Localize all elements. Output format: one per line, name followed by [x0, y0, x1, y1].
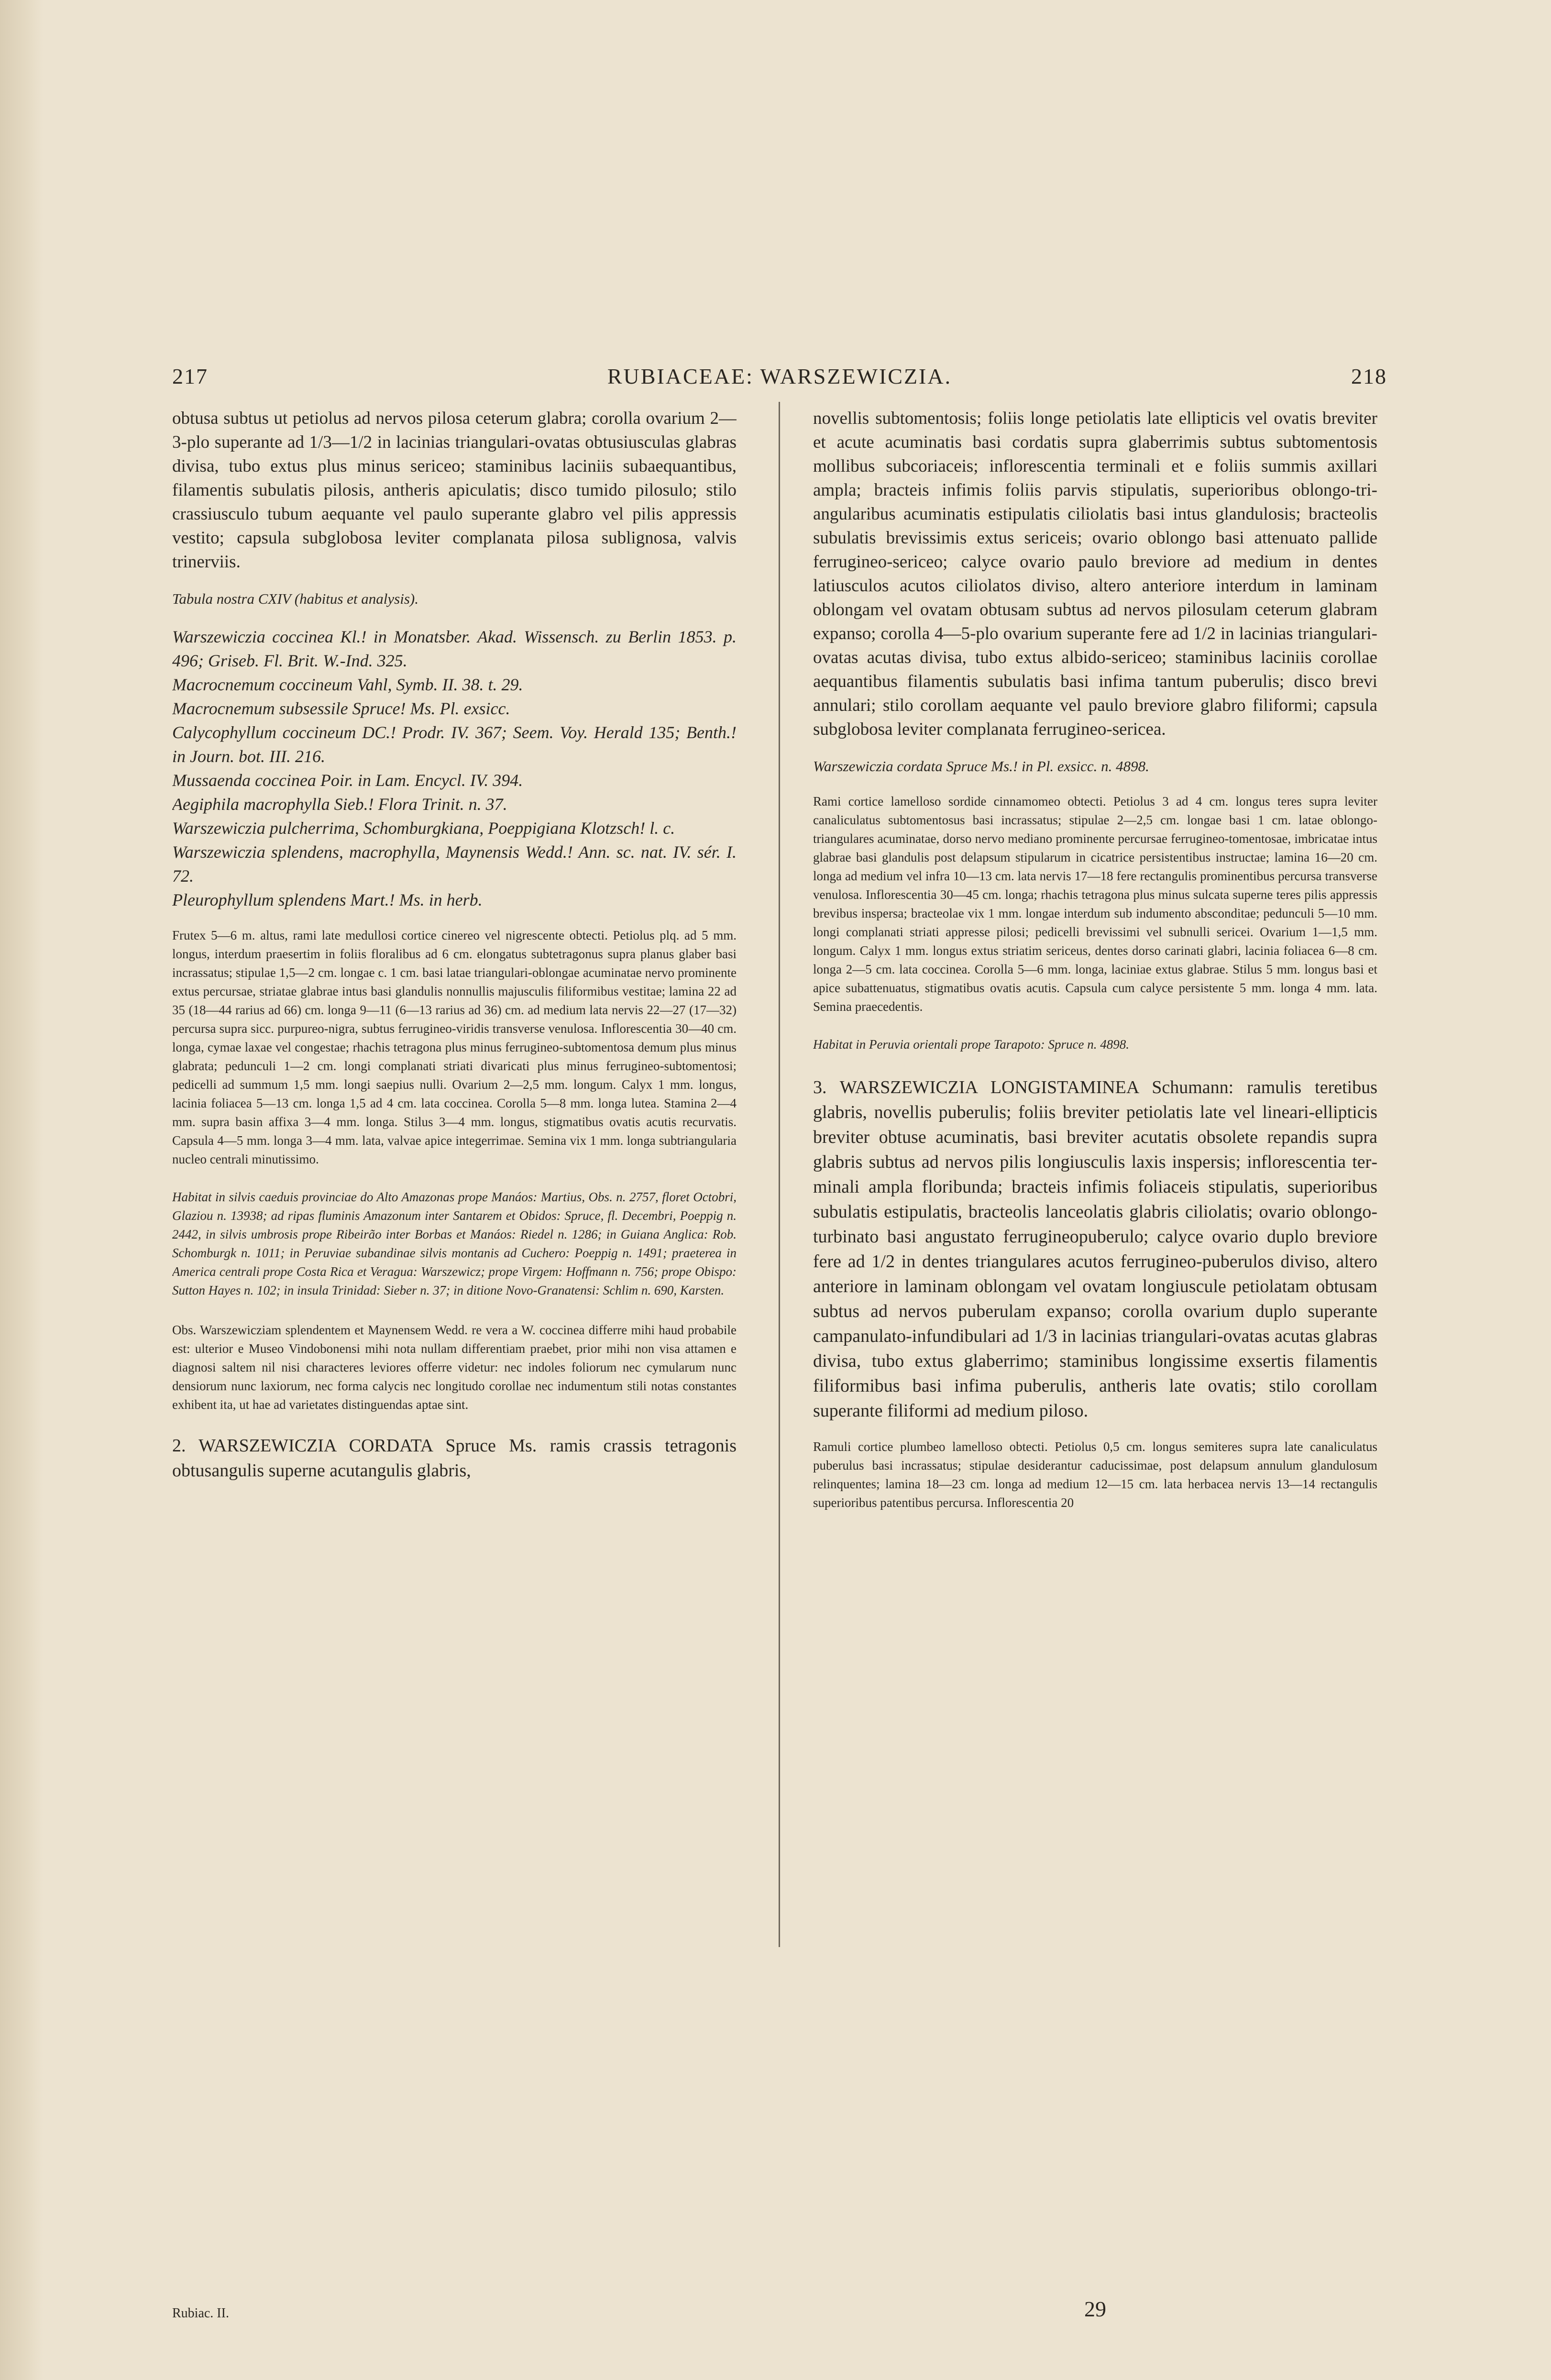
tabula-reference: Tabula nostra CXIV (habitus et analysis).: [172, 590, 418, 607]
synonym-item: Macrocnemum subsessile Spruce! Ms. Pl. exsicc.: [172, 699, 510, 718]
species-2-habitat: Habitat in Peruvia orientali prope Tarapoto: Spruce n. 4898.: [813, 1037, 1129, 1052]
observation-note: Obs. Warszewicziam splendentem et Maynensem Wedd. re vera a W. coccinea differre mihi haud probabile est: ulterior e Museo Vindobonensi mihi nota nullam differentiam praebet, prior mihi non visa attamen e diagnosi saltem nil nisi characteres leviores offerre videtur: nec indoles foliorum nec cymularum nunc densiorum nunc laxiorum, nec forma calycis nec longitudo corollae nec indumentum stili notas constantes exhibent ita, ut hae ad varietates distinguendas aptae sint.: [172, 1323, 737, 1412]
left-column: [172, 407, 737, 2296]
morphology-detail: Frutex 5—6 m. altus, rami late medullosi cortice cinereo vel nigrescente obtecti. Petiolus plq. ad 5 mm. longus, interdum praesertim in foliis floralibus ad 6 cm. elongatus subtetragonus supra planus glaber basi incrassatus; stipulae 1,5—2 cm. longae c. 1 cm. basi latae triangulari-oblongae acuminatae nervo prominente extus percursae, striatae glabrae intus basi glandulis nonnullis majusculis filiformibus vestitae; lamina 22 ad 35 (18—44 rarius ad 66) cm. longa 9—11 (6—13 rarius ad 36) cm. ad medium lata nervis 22—27 (17—32) percursa supra sicc. purpureo-nigra, subtus ferrugineo-viridis transverse venulosa. Inflorescentia 30—40 cm. longa, cymae laxae vel congestae; rhachis tetragona plus minus ferrugineo-subtomentosa demum plus minus glabrata; pedunculi 1—2 cm. longi complanati striati divaricati plus minus ferrugineo-subtomentosi; pedicelli ad summum 1,5 mm. longi saepius nulli. Ovarium 2—2,5 mm. longum. Calyx 1 mm. longus, lacinia foliacea 5—13 cm. longa 1,5 ad 4 cm. lata coccinea. Corolla 5—8 mm. longa lutea. Stamina 2—4 mm. supra basin affixa 3—4 mm. longa. Stilus 3—4 mm. longus, stigmatibus ovatis acutis recurvatis. Capsula 4—5 mm. longa 3—4 mm. lata, valvae apice integerrimae. Semina vix 1 mm. longa subtriangularia nucleo centrali minutissimo.: [172, 928, 737, 1166]
book-binding-edge: [0, 0, 43, 2380]
synonym-item: Pleurophyllum splendens Mart.! Ms. in herb.: [172, 890, 483, 909]
species-2-citation: Warszewiczia cordata Spruce Ms.! in Pl. exsicc. n. 4898.: [813, 758, 1149, 775]
synonym-item: Aegiphila macrophylla Sieb.! Flora Trinit. n. 37.: [172, 795, 507, 814]
species-2-description: novellis subtomentosis; foliis longe petiolatis late ellipticis vel ovatis breviter et acute acuminatis basi cordatis supra glaberrimis subtus subtomentosis mollibus subcoriaceis; inflorescentia terminali et e foliis summis axillari ampla; bracteis infimis foliis parvis stipulatis, superioribus oblongo-triangularibus acuminatis estipulatis ciliolatis basi intus glandulosis; bracteolis subulatis brevissimis extus sericeis; ovario oblongo basi attenuato pallide ferrugineo-sericeo; calyce ovario paulo breviore ad medium in dentes latiusculos acutos ciliolatos diviso, altero anteriore interdum in laminam oblongam vel ovatam obtusam subtus ad nervos pilosulam ceterum glabram expanso; corolla 4—5-plo ovarium superante fere ad 1/2 in lacinias triangulari-ovatas acutas divisa, tubo extus albido-sericeo; staminibus laciniis corollae aequantibus filamentis subulatis basi infima tantum puberulis; disco brevi annulari; stilo corollam aequante vel paulo breviore glabro filiformi; capsula subglobosa leviter complanata ferrugineo-sericea.: [813, 409, 1377, 739]
synonym-list: [172, 625, 737, 912]
description-end: obtusa subtus ut petiolus ad nervos pilosa ceterum glabra; corolla ovarium 2—3-plo superante ad 1/3—1/2 in lacinias triangulari-ovatas obtusiusculas glabras divisa, tubo extus plus minus sericeo; staminibus laciniis subaequantibus, filamentis subulatis pilosis, antheris apiculatis; disco tumido pilosulo; stilo crassiusculo tubum aequante vel paulo superante glabro vel pilis appressis vestito; capsula subglobosa leviter complanata pilosa sublignosa, valvis trinerviis.: [172, 409, 737, 572]
page-number-left: 217: [172, 364, 208, 388]
page-number-right: 218: [1351, 364, 1387, 388]
running-title: RUBIACEAE: WARSZEWICZIA.: [607, 364, 952, 388]
species-3-detail: Ramuli cortice plumbeo lamelloso obtecti. Petiolus 0,5 cm. longus semiteres supra late canaliculatus puberulus basi incrassatus; stipulae desiderantur caducissimae, post delapsum annulum glandulosum relinquentes; lamina 18—23 cm. longa ad medium 12—15 cm. lata herbacea nervis 13—14 rectangulis superioribus patentibus percursa. Inflorescentia 20: [813, 1439, 1377, 1510]
synonym-item: Calycophyllum coccineum DC.! Prodr. IV. 367; Seem. Voy. Herald 135; Benth.! in Journ. bot. III. 216.: [172, 723, 737, 766]
signature-mark-left: Rubiac. II.: [172, 2306, 229, 2321]
synonym-item: Macrocnemum coccineum Vahl, Symb. II. 38. t. 29.: [172, 675, 523, 694]
species-3-heading: 3. WARSZEWICZIA LONGISTAMINEA Schumann: ramulis teretibus glabris, novellis puberulis; foliis breviter petiolatis late vel lineari-ellipticis breviter obtuse acuminatis, basi breviter acutatis obsolete repandis supra glabris subtus ad nervos pilis longiusculis laxis inspersis; inflorescentia terminali ampla floribunda; bracteis infimis foliaceis stipulatis, superioribus subulatis estipulatis, bracteolis lanceolatis glabris ciliolatis; ovario oblongo-turbinato basi angustato ferrugineopuberulo; calyce ovario duplo breviore fere ad 1/2 in dentes triangulares acutos ferrugineo-puberulos diviso, altero anteriore in laminam oblongam vel ovatam longiuscule petiolatam obtusam subtus ad nervos puberulam expanso; corolla ovarium duplo superante campanulato-infundibulari ad 1/3 in lacinias triangulari-ovatas acutas glabras divisa, tubo extus glaberrimo; staminibus longissime exsertis filamentis filiformibus basi infima puberulis, antheris late ovatis; stilo corollam superante filiformi ad medium piloso.: [813, 1077, 1377, 1421]
synonym-item: Warszewiczia coccinea Kl.! in Monatsber. Akad. Wissensch. zu Berlin 1853. p. 496; Griseb. Fl. Brit. W.-Ind. 325.: [172, 627, 737, 670]
running-header: [172, 364, 1387, 397]
column-divider: [779, 402, 780, 1947]
species-2-detail: Rami cortice lamelloso sordide cinnamomeo obtecti. Petiolus 3 ad 4 cm. longus teres supra leviter canaliculatus subtomentosus basi incrassatus; stipulae 2—2,5 cm. longae basi 1 cm. latae oblongo-triangulares acuminatae, dorso nervo mediano prominente percursae ferrugineo-tomentosae, imbricatae intus glabrae basi glandulis post delapsum stipularum in cicatrice persistentibus instructae; lamina 16—20 cm. longa ad medium vel infra 10—13 cm. lata nervis 17—18 fere rectangulis prominentibus percursa transverse venulosa. Inflorescentia 30—45 cm. longa; rhachis tetragona plus minus sulcata superne teres pilis appressis brevibus inspersa; bracteolae vix 1 mm. longae interdum sub indumento absconditae; pedunculi 5—10 mm. longi complanati striati appresse pilosi; pedicelli brevissimi vel subnulli sericei. Ovarium 1—1,5 mm. longum. Calyx 1 mm. longus extus striatim sericeus, dentes dorso carinati glabri, lacinia foliacea 6—8 cm. longa 2—5 cm. lata coccinea. Corolla 5—6 mm. longa, laciniae extus glabrae. Stilus 5 mm. longus basi et apice subattenuatus, stigmatibus ovatis acutis. Capsula cum calyce persistente 5 mm. longa 4 mm. lata. Semina praecedentis.: [813, 794, 1377, 1014]
species-2-heading: 2. WARSZEWICZIA CORDATA Spruce Ms. ramis crassis tetragonis obtusangulis superne acutangulis glabris,: [172, 1436, 737, 1481]
synonym-item: Warszewiczia pulcherrima, Schomburgkiana, Poeppigiana Klotzsch! l. c.: [172, 819, 675, 838]
book-page: [172, 364, 1387, 2325]
signature-mark-right: 29: [1084, 2297, 1106, 2321]
synonym-item: Mussaenda coccinea Poir. in Lam. Encycl. IV. 394.: [172, 771, 523, 790]
habitat-text: Habitat in silvis caeduis provinciae do Alto Amazonas prope Manáos: Martius, Obs. n. 2757, floret Octobri, Glaziou n. 13938; ad ripas fluminis Amazonum inter Santarem et Obidos: Spruce, fl. Decembri, Poeppig n. 2442, in silvis umbrosis prope Ribeirão inter Borbas et Manáos: Riedel n. 1286; in Guiana Anglica: Rob. Schomburgk n. 1011; in Peruviae subandinae silvis montanis ad Cuchero: Poeppig n. 1491; praeterea in America centrali prope Costa Rica et Veragua: Warszewicz; prope Virgem: Hoffmann n. 756; prope Obispo: Sutton Hayes n. 102; in insula Trinidad: Sieber n. 37; in ditione Novo-Granatensi: Schlim n. 690, Karsten.: [172, 1190, 737, 1297]
right-column: [813, 407, 1377, 2296]
synonym-item: Warszewiczia splendens, macrophylla, Maynensis Wedd.! Ann. sc. nat. IV. sér. I. 72.: [172, 842, 737, 886]
